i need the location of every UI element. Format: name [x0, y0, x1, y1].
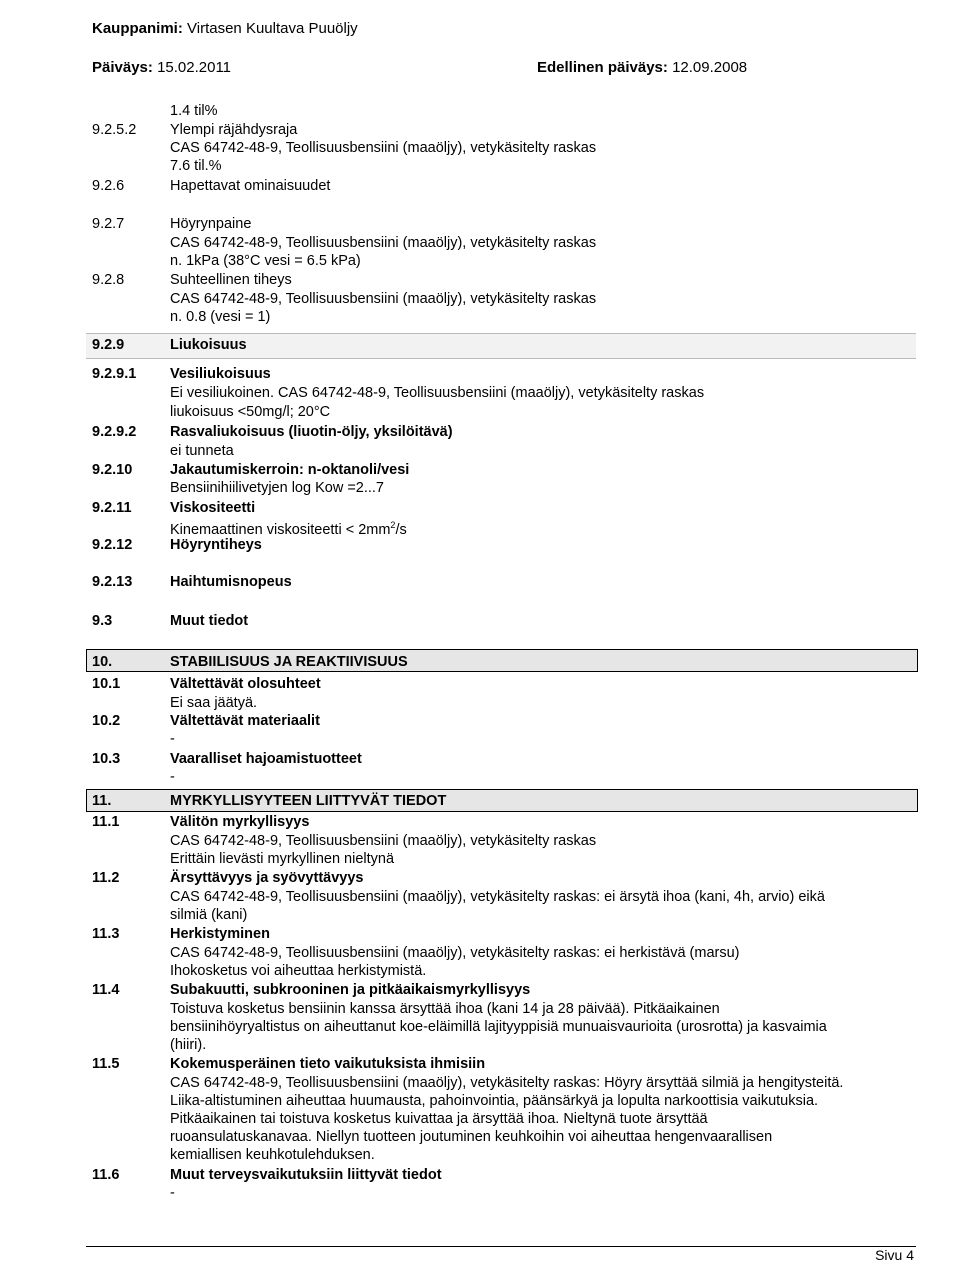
- section-10-3: [92, 750, 920, 768]
- section-11-3: [92, 925, 920, 943]
- section-title: Viskositeetti: [170, 500, 256, 516]
- section-number: 11.4: [92, 982, 120, 998]
- text-line: CAS 64742-48-9, Teollisuusbensiini (maaöljy), vetykäsitelty raskas: [170, 291, 597, 307]
- text-line: liukoisuus <50mg/l; 20°C: [170, 404, 331, 420]
- section-9-2-9-2: [92, 423, 920, 441]
- section-title: Ylempi räjähdysraja: [170, 122, 298, 138]
- section-number: 9.2.8: [92, 272, 125, 288]
- section-number: 9.2.11: [92, 500, 132, 516]
- section-9-2-9-1: [92, 365, 920, 383]
- section-number: 9.2.9.2: [92, 424, 137, 440]
- section-9-2-5-2: [92, 121, 920, 139]
- section-11-2: [92, 869, 920, 887]
- section-number: 11.: [92, 793, 112, 809]
- section-title: Jakautumiskerroin: n-oktanoli/vesi: [170, 462, 410, 478]
- text-line: n. 1kPa (38°C vesi = 6.5 kPa): [170, 253, 361, 269]
- section-10-heading: [92, 653, 920, 671]
- date-label: Päiväys:: [92, 59, 153, 76]
- section-title: Kokemusperäinen tieto vaikutuksista ihmisiin: [170, 1056, 486, 1072]
- viscosity-value: Kinemaattinen viskositeetti < 2mm: [170, 521, 391, 538]
- section-number: 9.2.5.2: [92, 122, 137, 138]
- section-11-6: [92, 1166, 920, 1184]
- section-9-2-9: [92, 336, 920, 354]
- text-line: CAS 64742-48-9, Teollisuusbensiini (maaöljy), vetykäsitelty raskas: [170, 833, 597, 849]
- section-title: Liukoisuus: [170, 337, 247, 353]
- previous-date-value: 12.09.2008: [672, 59, 748, 76]
- section-number: 9.3: [92, 613, 113, 629]
- section-9-2-6: [92, 177, 920, 195]
- section-number: 9.2.13: [92, 574, 133, 590]
- section-title: Höyrynpaine: [170, 216, 252, 232]
- section-title: Muut terveysvaikutuksiin liittyvät tiedot: [170, 1167, 442, 1183]
- text-line: Pitkäaikainen tai toistuva kosketus kuivattaa ja ärsyttää ihoa. Nieltynä tuote ärsyttää: [170, 1111, 708, 1127]
- section-title: Höyryntiheys: [170, 537, 262, 553]
- text-line: 7.6 til.%: [170, 158, 222, 174]
- section-number: 11.2: [92, 870, 120, 886]
- text-line: CAS 64742-48-9, Teollisuusbensiini (maaöljy), vetykäsitelty raskas: [170, 140, 597, 156]
- text-line: CAS 64742-48-9, Teollisuusbensiini (maaöljy), vetykäsitelty raskas: [170, 235, 597, 251]
- text-line: kemiallisen keuhkotulehduksen.: [170, 1147, 375, 1163]
- text-line: Ihokosketus voi aiheuttaa herkistymistä.: [170, 963, 427, 979]
- text-line: bensiinihöyryaltistus on aiheuttanut koe-eläimillä lajityyppisiä munuaisvaurioita (urosrotta) ja kasvaimia: [170, 1019, 827, 1035]
- section-number: 9.2.10: [92, 462, 133, 478]
- section-title: Rasvaliukoisuus (liuotin-öljy, yksilöitävä): [170, 424, 453, 440]
- text-line: Bensiinihiilivetyjen log Kow =2...7: [170, 480, 384, 496]
- section-title: Suhteellinen tiheys: [170, 272, 292, 288]
- section-title: Vältettävät materiaalit: [170, 713, 320, 729]
- section-9-2-12: [92, 536, 920, 554]
- text-line: CAS 64742-48-9, Teollisuusbensiini (maaöljy), vetykäsitelty raskas: ei herkistävä (marsu): [170, 945, 740, 961]
- section-number: 9.2.9: [92, 337, 125, 353]
- section-9-2-7: [92, 215, 920, 233]
- section-title: Vältettävät olosuhteet: [170, 676, 321, 692]
- section-title: Muut tiedot: [170, 613, 249, 629]
- section-9-3: [92, 612, 920, 630]
- text-line: CAS 64742-48-9, Teollisuusbensiini (maaöljy), vetykäsitelty raskas: ei ärsytä ihoa (kani, 4h, arvio) eikä: [170, 889, 825, 905]
- section-title: MYRKYLLISYYTEEN LIITTYVÄT TIEDOT: [170, 793, 447, 809]
- text-line: -: [170, 1185, 175, 1201]
- section-11-1: [92, 813, 920, 831]
- section-11-heading: [92, 792, 920, 810]
- trade-name-value: Virtasen Kuultava Puuöljy: [187, 20, 358, 37]
- section-title: Haihtumisnopeus: [170, 574, 292, 590]
- text-line: ei tunneta: [170, 443, 234, 459]
- section-number: 11.1: [92, 814, 120, 830]
- section-number: 11.5: [92, 1056, 120, 1072]
- page-number: Sivu 4: [875, 1247, 914, 1263]
- text-line: ruoansulatuskanavaa. Niellyn tuotteen joutuminen keuhkoihin voi aiheuttaa hengenvaarallisen: [170, 1129, 773, 1145]
- viscosity-unit: /s: [395, 521, 407, 538]
- text-line: Liika-altistuminen aiheuttaa huumausta, pahoinvointia, päänsärkyä ja lopulta narkoottisia vaikutuksia.: [170, 1093, 819, 1109]
- text-line: -: [170, 769, 175, 785]
- text-line: Ei saa jäätyä.: [170, 695, 258, 711]
- section-9-2-11: [92, 499, 920, 517]
- section-9-2-8: [92, 271, 920, 289]
- section-number: 9.2.12: [92, 537, 133, 553]
- section-title: Vesiliukoisuus: [170, 366, 271, 382]
- trade-name: [92, 20, 358, 37]
- section-title: Vaaralliset hajoamistuotteet: [170, 751, 362, 767]
- section-number: 10.: [92, 654, 113, 670]
- section-title: Ärsyttävyys ja syövyttävyys: [170, 870, 364, 886]
- section-number: 10.1: [92, 676, 121, 692]
- text-line: -: [170, 731, 175, 747]
- text-line: silmiä (kani): [170, 907, 248, 923]
- text-line: 1.4 til%: [170, 103, 218, 119]
- section-number: 9.2.6: [92, 178, 125, 194]
- viscosity-superscript: 2: [390, 520, 396, 530]
- section-title: Hapettavat ominaisuudet: [170, 178, 331, 194]
- section-10-1: [92, 675, 920, 693]
- footer-rule: [86, 1246, 916, 1247]
- text-line: CAS 64742-48-9, Teollisuusbensiini (maaöljy), vetykäsitelty raskas: Höyry ärsyttää silmiä ja hengitysteitä.: [170, 1075, 844, 1091]
- section-number: 10.2: [92, 713, 121, 729]
- section-11-4: [92, 981, 920, 999]
- trade-name-label: Kauppanimi:: [92, 20, 183, 37]
- section-9-2-10: [92, 461, 920, 479]
- text-line: Toistuva kosketus bensiinin kanssa ärsyttää ihoa (kani 14 ja 28 päivää). Pitkäaikainen: [170, 1001, 720, 1017]
- section-number: 11.6: [92, 1167, 120, 1183]
- section-number: 11.3: [92, 926, 120, 942]
- section-number: 9.2.9.1: [92, 366, 137, 382]
- section-title: Herkistyminen: [170, 926, 270, 942]
- text-line: [170, 516, 407, 538]
- section-title: Välitön myrkyllisyys: [170, 814, 310, 830]
- section-11-5: [92, 1055, 920, 1073]
- section-number: 9.2.7: [92, 216, 125, 232]
- text-line: (hiiri).: [170, 1037, 207, 1053]
- section-9-2-13: [92, 573, 920, 591]
- section-title: STABIILISUUS JA REAKTIIVISUUS: [170, 654, 408, 670]
- text-line: Ei vesiliukoinen. CAS 64742-48-9, Teollisuusbensiini (maaöljy), vetykäsitelty raskas: [170, 385, 705, 401]
- date: [92, 59, 231, 76]
- previous-date: [537, 59, 747, 76]
- section-10-2: [92, 712, 920, 730]
- text-line: Erittäin lievästi myrkyllinen nieltynä: [170, 851, 395, 867]
- section-title: Subakuutti, subkrooninen ja pitkäaikaismyrkyllisyys: [170, 982, 531, 998]
- text-line: n. 0.8 (vesi = 1): [170, 309, 271, 325]
- previous-date-label: Edellinen päiväys:: [537, 59, 668, 76]
- section-number: 10.3: [92, 751, 121, 767]
- date-value: 15.02.2011: [157, 59, 232, 76]
